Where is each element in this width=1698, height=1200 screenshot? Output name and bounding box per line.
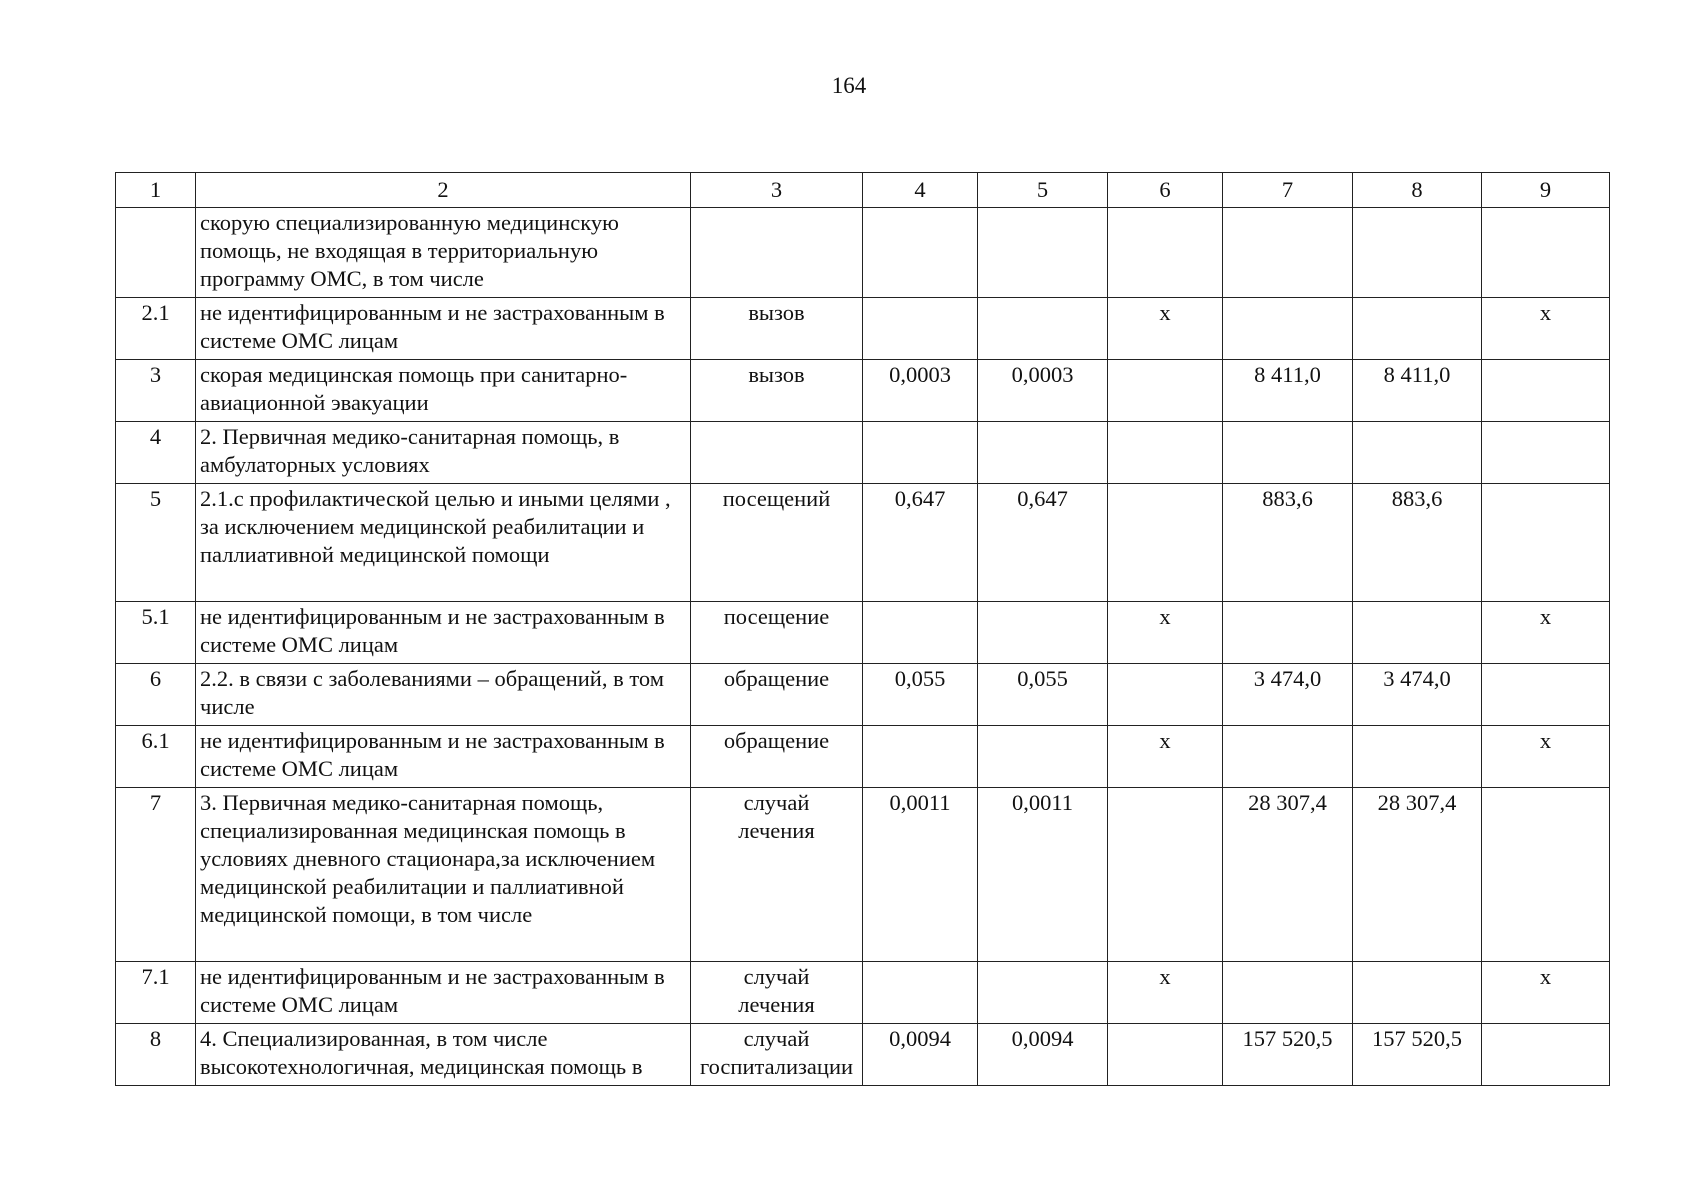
value-cell — [1108, 788, 1223, 962]
value-cell — [1108, 484, 1223, 602]
value-cell: х — [1108, 298, 1223, 360]
description-cell: 2. Первичная медико-санитарная помощь, в амбулаторных условиях — [196, 422, 691, 484]
value-cell — [1223, 422, 1353, 484]
value-cell: 28 307,4 — [1223, 788, 1353, 962]
value-cell — [978, 962, 1108, 1024]
value-cell — [863, 962, 978, 1024]
value-cell: 0,0094 — [863, 1024, 978, 1086]
table-row — [116, 1024, 1610, 1086]
value-cell — [1482, 484, 1610, 602]
value-cell: х — [1482, 726, 1610, 788]
value-cell — [1108, 360, 1223, 422]
value-cell: 8 411,0 — [1353, 360, 1482, 422]
row-number-cell: 8 — [116, 1024, 196, 1086]
row-number-cell — [116, 208, 196, 298]
column-header: 3 — [691, 173, 863, 208]
value-cell — [1353, 422, 1482, 484]
value-cell — [1223, 208, 1353, 298]
value-cell — [1482, 1024, 1610, 1086]
value-cell — [978, 298, 1108, 360]
table-row — [116, 360, 1610, 422]
value-cell: 3 474,0 — [1223, 664, 1353, 726]
row-number-cell: 5 — [116, 484, 196, 602]
value-cell — [978, 208, 1108, 298]
value-cell: х — [1108, 726, 1223, 788]
value-cell — [1108, 1024, 1223, 1086]
value-cell — [863, 298, 978, 360]
column-header: 9 — [1482, 173, 1610, 208]
value-cell — [863, 726, 978, 788]
row-number-cell: 6 — [116, 664, 196, 726]
column-header: 8 — [1353, 173, 1482, 208]
column-header: 4 — [863, 173, 978, 208]
description-cell: 2.1.с профилактической целью и иными целями , за исключением медицинской реабилитации и паллиативной медицинской помощи — [196, 484, 691, 602]
value-cell — [978, 726, 1108, 788]
value-cell: 0,647 — [978, 484, 1108, 602]
row-number-cell: 4 — [116, 422, 196, 484]
page-number: 164 — [831, 73, 867, 98]
table-row — [116, 788, 1610, 962]
table-row — [116, 484, 1610, 602]
column-header: 6 — [1108, 173, 1223, 208]
value-cell: 0,0003 — [978, 360, 1108, 422]
unit-cell: вызов — [691, 360, 863, 422]
value-cell: х — [1482, 962, 1610, 1024]
value-cell — [1108, 422, 1223, 484]
unit-cell: случай лечения — [691, 962, 863, 1024]
description-cell: не идентифицированным и не застрахованным в системе ОМС лицам — [196, 726, 691, 788]
value-cell — [1482, 208, 1610, 298]
table-row — [116, 422, 1610, 484]
value-cell: 0,0094 — [978, 1024, 1108, 1086]
value-cell: х — [1482, 602, 1610, 664]
value-cell: х — [1108, 602, 1223, 664]
unit-cell: обращение — [691, 726, 863, 788]
unit-cell: обращение — [691, 664, 863, 726]
table-row — [116, 208, 1610, 298]
table-row — [116, 726, 1610, 788]
description-cell: 3. Первичная медико-санитарная помощь, специализированная медицинская помощь в условиях дневного стационара,за исключением медицинской реабилитации и паллиативной медицинской помощи, в том числе — [196, 788, 691, 962]
value-cell — [863, 602, 978, 664]
value-cell: х — [1108, 962, 1223, 1024]
description-cell: скорая медицинская помощь при санитарно-авиационной эвакуации — [196, 360, 691, 422]
unit-cell: посещение — [691, 602, 863, 664]
value-cell — [1223, 602, 1353, 664]
value-cell — [978, 602, 1108, 664]
value-cell: 157 520,5 — [1223, 1024, 1353, 1086]
value-cell: 3 474,0 — [1353, 664, 1482, 726]
description-cell: не идентифицированным и не застрахованным в системе ОМС лицам — [196, 962, 691, 1024]
unit-cell — [691, 422, 863, 484]
value-cell: 883,6 — [1223, 484, 1353, 602]
description-cell: не идентифицированным и не застрахованным в системе ОМС лицам — [196, 602, 691, 664]
column-header: 7 — [1223, 173, 1353, 208]
column-header: 2 — [196, 173, 691, 208]
description-cell: не идентифицированным и не застрахованным в системе ОМС лицам — [196, 298, 691, 360]
unit-cell: посещений — [691, 484, 863, 602]
value-cell — [863, 422, 978, 484]
value-cell: 0,647 — [863, 484, 978, 602]
value-cell — [1482, 664, 1610, 726]
value-cell: 157 520,5 — [1353, 1024, 1482, 1086]
value-cell — [1353, 298, 1482, 360]
table-row — [116, 962, 1610, 1024]
value-cell — [1353, 208, 1482, 298]
value-cell: 883,6 — [1353, 484, 1482, 602]
value-cell — [863, 208, 978, 298]
value-cell — [1482, 422, 1610, 484]
description-cell: 4. Специализированная, в том числе высокотехнологичная, медицинская помощь в — [196, 1024, 691, 1086]
value-cell: 0,0011 — [863, 788, 978, 962]
value-cell: х — [1482, 298, 1610, 360]
value-cell: 0,055 — [863, 664, 978, 726]
data-table — [115, 172, 1610, 1086]
value-cell — [1482, 360, 1610, 422]
row-number-cell: 2.1 — [116, 298, 196, 360]
table-row — [116, 664, 1610, 726]
value-cell: 0,055 — [978, 664, 1108, 726]
value-cell — [1108, 664, 1223, 726]
value-cell — [1353, 962, 1482, 1024]
unit-cell: случай лечения — [691, 788, 863, 962]
value-cell — [1353, 726, 1482, 788]
value-cell: 28 307,4 — [1353, 788, 1482, 962]
row-number-cell: 6.1 — [116, 726, 196, 788]
value-cell — [978, 422, 1108, 484]
unit-cell — [691, 208, 863, 298]
value-cell — [1353, 602, 1482, 664]
value-cell — [1482, 788, 1610, 962]
column-header: 5 — [978, 173, 1108, 208]
value-cell: 0,0003 — [863, 360, 978, 422]
value-cell — [1223, 726, 1353, 788]
value-cell: 8 411,0 — [1223, 360, 1353, 422]
row-number-cell: 7 — [116, 788, 196, 962]
value-cell — [1108, 208, 1223, 298]
value-cell — [1223, 298, 1353, 360]
description-cell: 2.2. в связи с заболеваниями – обращений, в том числе — [196, 664, 691, 726]
row-number-cell: 5.1 — [116, 602, 196, 664]
table-row — [116, 602, 1610, 664]
table-row — [116, 298, 1610, 360]
value-cell: 0,0011 — [978, 788, 1108, 962]
row-number-cell: 3 — [116, 360, 196, 422]
description-cell: скорую специализированную медицинскую помощь, не входящая в территориальную программу ОМС, в том числе — [196, 208, 691, 298]
table-header-row — [116, 173, 1610, 208]
unit-cell: случай госпитализации — [691, 1024, 863, 1086]
column-header: 1 — [116, 173, 196, 208]
value-cell — [1223, 962, 1353, 1024]
row-number-cell: 7.1 — [116, 962, 196, 1024]
unit-cell: вызов — [691, 298, 863, 360]
